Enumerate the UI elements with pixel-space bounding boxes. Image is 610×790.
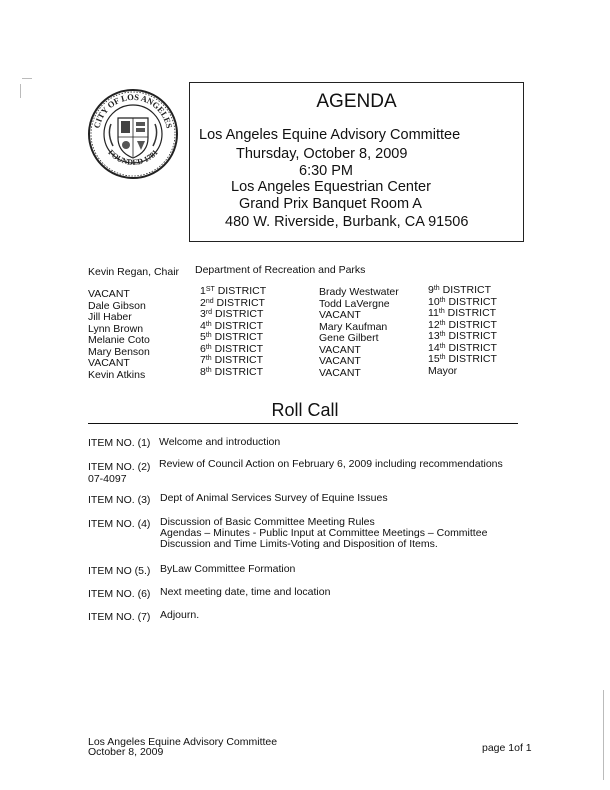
- item-4-text: Discussion of Basic Committee Meeting Rules: [160, 516, 375, 528]
- member-name: Gene Gilbert: [319, 332, 379, 344]
- district-number: 4: [200, 319, 206, 332]
- district-ordinal-suffix: th: [439, 319, 446, 327]
- district-label: DISTRICT: [445, 341, 497, 354]
- left-member-districts: [200, 286, 266, 378]
- district-number: 6: [200, 342, 206, 355]
- district-label: Mayor: [428, 364, 458, 377]
- right-member-names: [319, 287, 399, 379]
- member-name: VACANT: [319, 309, 361, 321]
- member-name: Lynn Brown: [88, 322, 144, 335]
- district-ordinal-suffix: th: [205, 343, 212, 351]
- district-number: 7: [200, 354, 206, 366]
- member-name: VACANT: [88, 357, 130, 369]
- item-4-sub1: Agendas – Minutes - Public Input at Committee Meetings – Committee: [160, 527, 488, 539]
- member-name: Dale Gibson: [88, 299, 146, 312]
- district-label: DISTRICT: [444, 307, 497, 319]
- item-1-text: Welcome and introduction: [159, 436, 281, 448]
- district-ordinal-suffix: th: [439, 342, 446, 350]
- svg-text:FOUNDED 1781: FOUNDED 1781: [106, 147, 160, 167]
- district-label: DISTRICT: [211, 365, 264, 378]
- district-label: DISTRICT: [211, 331, 264, 343]
- member-name: Kevin Atkins: [88, 368, 146, 381]
- district-number: 12: [428, 318, 440, 331]
- district-ordinal-suffix: th: [205, 332, 212, 339]
- district-ordinal-suffix: ST: [205, 286, 215, 293]
- member-name: Jill Haber: [88, 311, 132, 323]
- roll-call-divider: [88, 423, 518, 424]
- district-number: 5: [200, 331, 206, 343]
- committee-name: Los Angeles Equine Advisory Committee: [199, 127, 461, 143]
- agenda-header-box: [189, 82, 524, 242]
- district-label: DISTRICT: [211, 342, 264, 355]
- footer-org: Los Angeles Equine Advisory Committee: [88, 736, 278, 748]
- district-ordinal-suffix: th: [205, 320, 212, 328]
- district-number: 11: [428, 307, 439, 319]
- member-name: VACANT: [319, 366, 361, 379]
- district-ordinal-suffix: th: [438, 308, 445, 315]
- item-6-label: ITEM NO. (6): [88, 588, 151, 600]
- item-4-sub2: Discussion and Time Limits-Voting and Disposition of Items.: [160, 538, 438, 550]
- member-name: Todd LaVergne: [319, 297, 390, 310]
- item-5-text: ByLaw Committee Formation: [160, 563, 296, 575]
- venue-address: 480 W. Riverside, Burbank, CA 91506: [225, 214, 469, 230]
- scan-speck: [22, 78, 32, 79]
- district-number: 1: [200, 285, 206, 297]
- member-district: [200, 367, 266, 379]
- member-name: VACANT: [88, 288, 130, 300]
- member-name: Mary Kaufman: [319, 320, 388, 333]
- district-ordinal-suffix: th: [433, 285, 440, 292]
- district-ordinal-suffix: th: [439, 354, 446, 361]
- item-3-label: ITEM NO. (3): [88, 494, 151, 506]
- district-number: 9: [428, 284, 434, 296]
- scan-edge-mark: [603, 690, 604, 780]
- district-ordinal-suffix: th: [439, 296, 446, 304]
- district-label: DISTRICT: [445, 295, 497, 308]
- district-label: DISTRICT: [211, 354, 264, 366]
- district-ordinal-suffix: th: [205, 366, 212, 374]
- agenda-title: AGENDA: [316, 91, 397, 112]
- item-5-label: ITEM NO (5.): [88, 565, 151, 577]
- page-number: page 1of 1: [482, 742, 532, 754]
- venue-name: Los Angeles Equestrian Center: [231, 179, 431, 195]
- district-label: DISTRICT: [211, 319, 264, 332]
- item-1-label: ITEM NO. (1): [88, 437, 151, 449]
- district-label: DISTRICT: [445, 318, 497, 331]
- city-seal-logo: [87, 88, 179, 180]
- item-2-extra: 07-4097: [88, 473, 127, 485]
- right-member-districts: [428, 285, 497, 377]
- district-label: DISTRICT: [214, 285, 267, 297]
- meeting-date: Thursday, October 8, 2009: [236, 146, 408, 162]
- roll-call-heading: Roll Call: [271, 400, 339, 420]
- svg-text:CITY OF LOS ANGELES: CITY OF LOS ANGELES: [91, 91, 175, 130]
- member-name: Melanie Coto: [88, 334, 150, 346]
- footer-date: October 8, 2009: [88, 746, 164, 758]
- item-2-text: Review of Council Action on February 6, 2009 including recommendations: [159, 458, 503, 470]
- member-name: Brady Westwater: [319, 286, 399, 298]
- item-4-label: ITEM NO. (4): [88, 518, 151, 530]
- district-number: 13: [428, 330, 440, 342]
- district-label: DISTRICT: [213, 296, 265, 309]
- venue-room: Grand Prix Banquet Room A: [239, 196, 422, 212]
- district-ordinal-suffix: nd: [205, 297, 214, 305]
- meeting-time: 6:30 PM: [299, 163, 353, 179]
- district-label: DISTRICT: [445, 353, 497, 365]
- member-district: [428, 366, 497, 378]
- district-ordinal-suffix: th: [439, 331, 446, 338]
- district-label: DISTRICT: [439, 284, 492, 296]
- item-7-label: ITEM NO. (7): [88, 611, 151, 623]
- department-name: Department of Recreation and Parks: [195, 264, 366, 276]
- district-number: 8: [200, 365, 206, 378]
- district-number: 2: [200, 296, 206, 309]
- district-ordinal-suffix: th: [205, 355, 212, 362]
- member-name: Mary Benson: [88, 345, 150, 358]
- member-name: VACANT: [319, 343, 361, 356]
- scan-speck: [20, 84, 21, 98]
- member-name: VACANT: [319, 355, 361, 367]
- item-7-text: Adjourn.: [160, 609, 200, 621]
- district-ordinal-suffix: rd: [205, 309, 213, 316]
- left-member-names: [88, 289, 150, 381]
- item-3-text: Dept of Animal Services Survey of Equine Issues: [160, 492, 388, 504]
- district-number: 3: [200, 308, 206, 320]
- district-label: DISTRICT: [212, 308, 264, 320]
- committee-chair: Kevin Regan, Chair: [88, 266, 180, 278]
- district-number: 14: [428, 341, 440, 354]
- item-2-label: ITEM NO. (2): [88, 461, 151, 473]
- district-number: 15: [428, 353, 440, 365]
- district-number: 10: [428, 295, 440, 308]
- item-6-text: Next meeting date, time and location: [160, 586, 331, 598]
- district-label: DISTRICT: [445, 330, 497, 342]
